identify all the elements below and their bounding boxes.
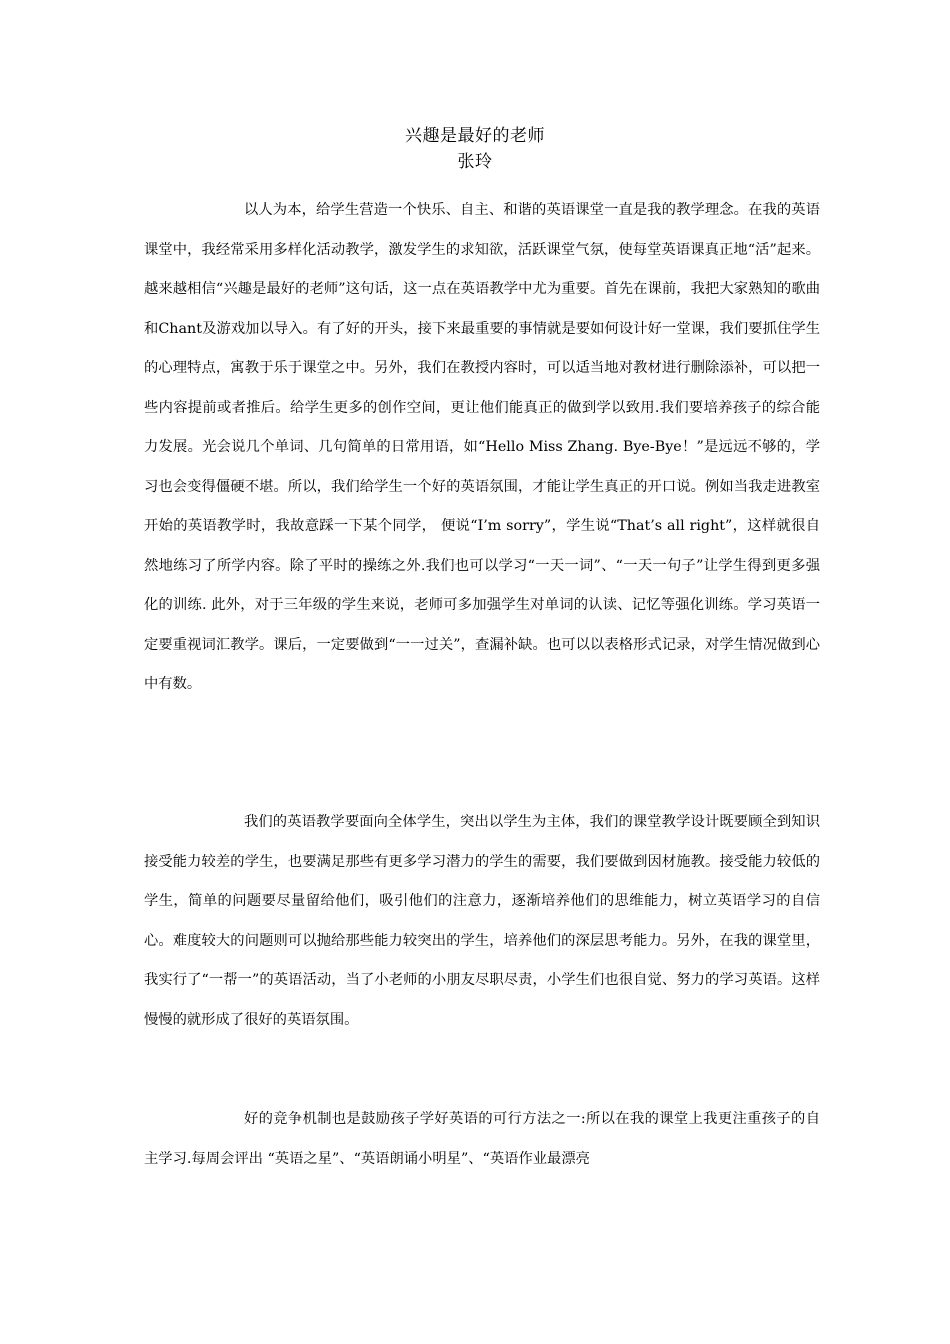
document-author: 张玲: [457, 152, 493, 172]
paragraph-2: 我们的英语教学要面向全体学生，突出以学生为主体，我们的课堂教学设计既要顾全到知识接受能力较差的学生，也要满足那些有更多学习潜力的学生的需要，我们要做到因材施教。接受能力较低的学生，简单的问题要尽量留给他们，吸引他们的注意力，逐渐培养他们的思维能力，树立英语学习的自信心。难度较大的问题则可以抛给那些能力较突出的学生，培养他们的深层思考能力。另外，在我的课堂里，我实行了“一帮一”的英语活动，当了小老师的小朋友尽职尽责，小学生们也很自觉、努力的学习英语。这样慢慢的就形成了很好的英语氛围。: [144, 814, 820, 1028]
paragraph-3: 好的竞争机制也是鼓励孩子学好英语的可行方法之一:所以在我的课堂上我更注重孩子的自主学习.每周会评出 “英语之星”、“英语朗诵小明星”、“英语作业最漂亮: [144, 1111, 820, 1167]
paragraph-1: 以人为本，给学生营造一个快乐、自主、和谐的英语课堂一直是我的教学理念。在我的英语课堂中，我经常采用多样化活动教学，激发学生的求知欲，活跃课堂气氛，使每堂英语课真正地“活”起来。 越来越相信“兴趣是最好的老师”这句话，这一点在英语教学中尤为重要。首先在课前，我把大家熟知的歌曲和Chant及游戏加以导入。有了好的开头，接下来最重要的事情就是要如何设计好一堂课，我们要抓住学生的心理特点，寓教于乐于课堂之中。另外，我们在教授内容时，可以适当地对教材进行删除添补，可以把一些内容提前或者推后。给学生更多的创作空间，更让他们能真正的做到学以致用.我们要培养孩子的综合能力发展。光会说几个单词、几句简单的日常用语，如“Hello Miss Zhang. Bye-Bye！”是远远不够的，学习也会变得僵硬不堪。所以，我们给学生一个好的英语氛围，才能让学生真正的开口说。例如当我走进教室开始的英语教学时，我故意踩一下某个同学， 便说“I’m sorry”，学生说“That’s all right”，这样就很自然地练习了所学内容。除了平时的操练之外.我们也可以学习“一天一词”、“一天一句子”让学生得到更多强化的训练. 此外，对于三年级的学生来说，老师可多加强学生对单词的认读、记忆等强化训练。学习英语一定要重视词汇教学。课后，一定要做到“一一过关”，查漏补缺。也可以以表格形式记录，对学生情况做到心中有数。: [144, 202, 820, 692]
document-title: 兴趣是最好的老师: [405, 126, 545, 146]
